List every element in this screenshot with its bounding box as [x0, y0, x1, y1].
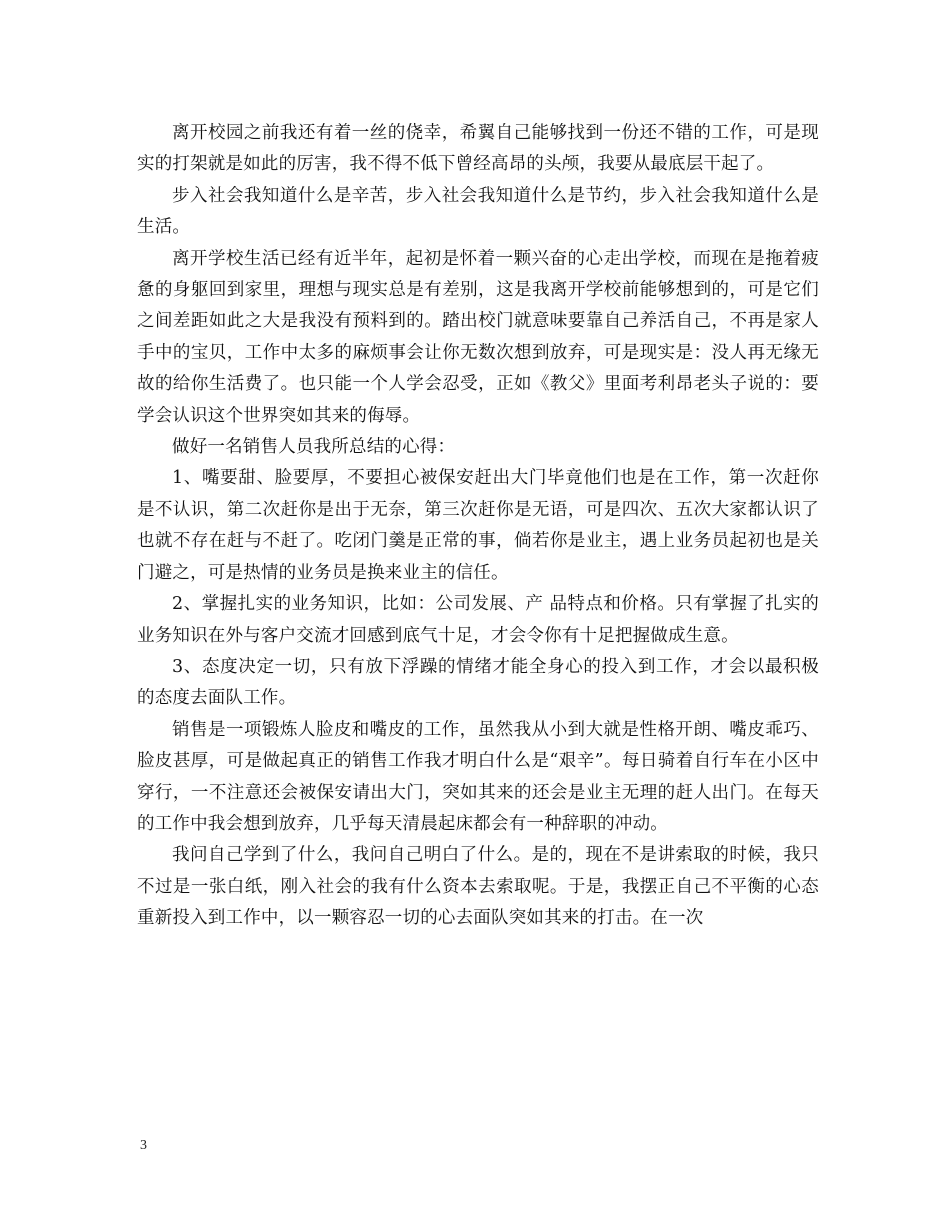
paragraph-5: 1、嘴要甜、脸要厚，不要担心被保安赶出大门毕竟他们也是在工作，第一次赶你是不认识，第二次赶你是出于无奈，第三次赶你是无语，可是四次、五次大家都认识了也就不存在赶与不赶了。吃闭门羹是正常的事，倘若你是业主，遇上业务员起初也是关门避之，可是热情的业务员是换来业主的信任。: [137, 468, 819, 583]
paragraph-8: 销售是一项锻炼人脸皮和嘴皮的工作，虽然我从小到大就是性格开朗、嘴皮乖巧、脸皮甚厚，可是做起真正的销售工作我才明白什么是“艰辛”。每日骑着自行车在小区中穿行，一不注意还会被保安请出大门，突如其来的还会是业主无理的赶人出门。在每天的工作中我会想到放弃，几乎每天清晨起床都会有一种辞职的冲动。: [137, 719, 819, 834]
paragraph-4: 做好一名销售人员我所总结的心得：: [172, 437, 456, 458]
paragraph-2: 步入社会我知道什么是辛苦，步入社会我知道什么是节约，步入社会我知道什么是生活。: [137, 185, 819, 238]
paragraph-1: 离开校园之前我还有着一丝的侥幸，希翼自己能够找到一份还不错的工作，可是现实的打架就是如此的厉害，我不得不低下曾经高昂的头颅，我要从最底层干起了。: [137, 123, 819, 175]
paragraph-7: 3、态度决定一切，只有放下浮躁的情绪才能全身心的投入到工作，才会以最积极的态度去面队工作。: [137, 656, 819, 709]
paragraph-9: 我问自己学到了什么，我问自己明白了什么。是的，现在不是讲索取的时候，我只不过是一张白纸，刚入社会的我有什么资本去索取呢。于是，我摆正自己不平衡的心态重新投入到工作中，以一颗容忍一切的心去面队突如其来的打击。在一次: [137, 845, 819, 929]
page-number: 3: [140, 1138, 147, 1153]
paragraph-6: 2、掌握扎实的业务知识，比如：公司发展、产 品特点和价格。只有掌握了扎实的业务知识在外与客户交流才回感到底气十足，才会令你有十足把握做成生意。: [137, 594, 819, 646]
body-text: [137, 118, 819, 935]
paragraph-3: 离开学校生活已经有近半年，起初是怀着一颗兴奋的心走出学校，而现在是拖着疲惫的身躯回到家里，理想与现实总是有差别，这是我离开学校前能够想到的，可是它们之间差距如此之大是我没有预料到的。踏出校门就意味要靠自己养活自己，不再是家人手中的宝贝，工作中太多的麻烦事会让你无数次想到放弃，可是现实是：没人再无缘无故的给你生活费了。也只能一个人学会忍受，正如《教父》里面考利昂老头子说的：要学会认识这个世界突如其来的侮辱。: [137, 248, 819, 426]
